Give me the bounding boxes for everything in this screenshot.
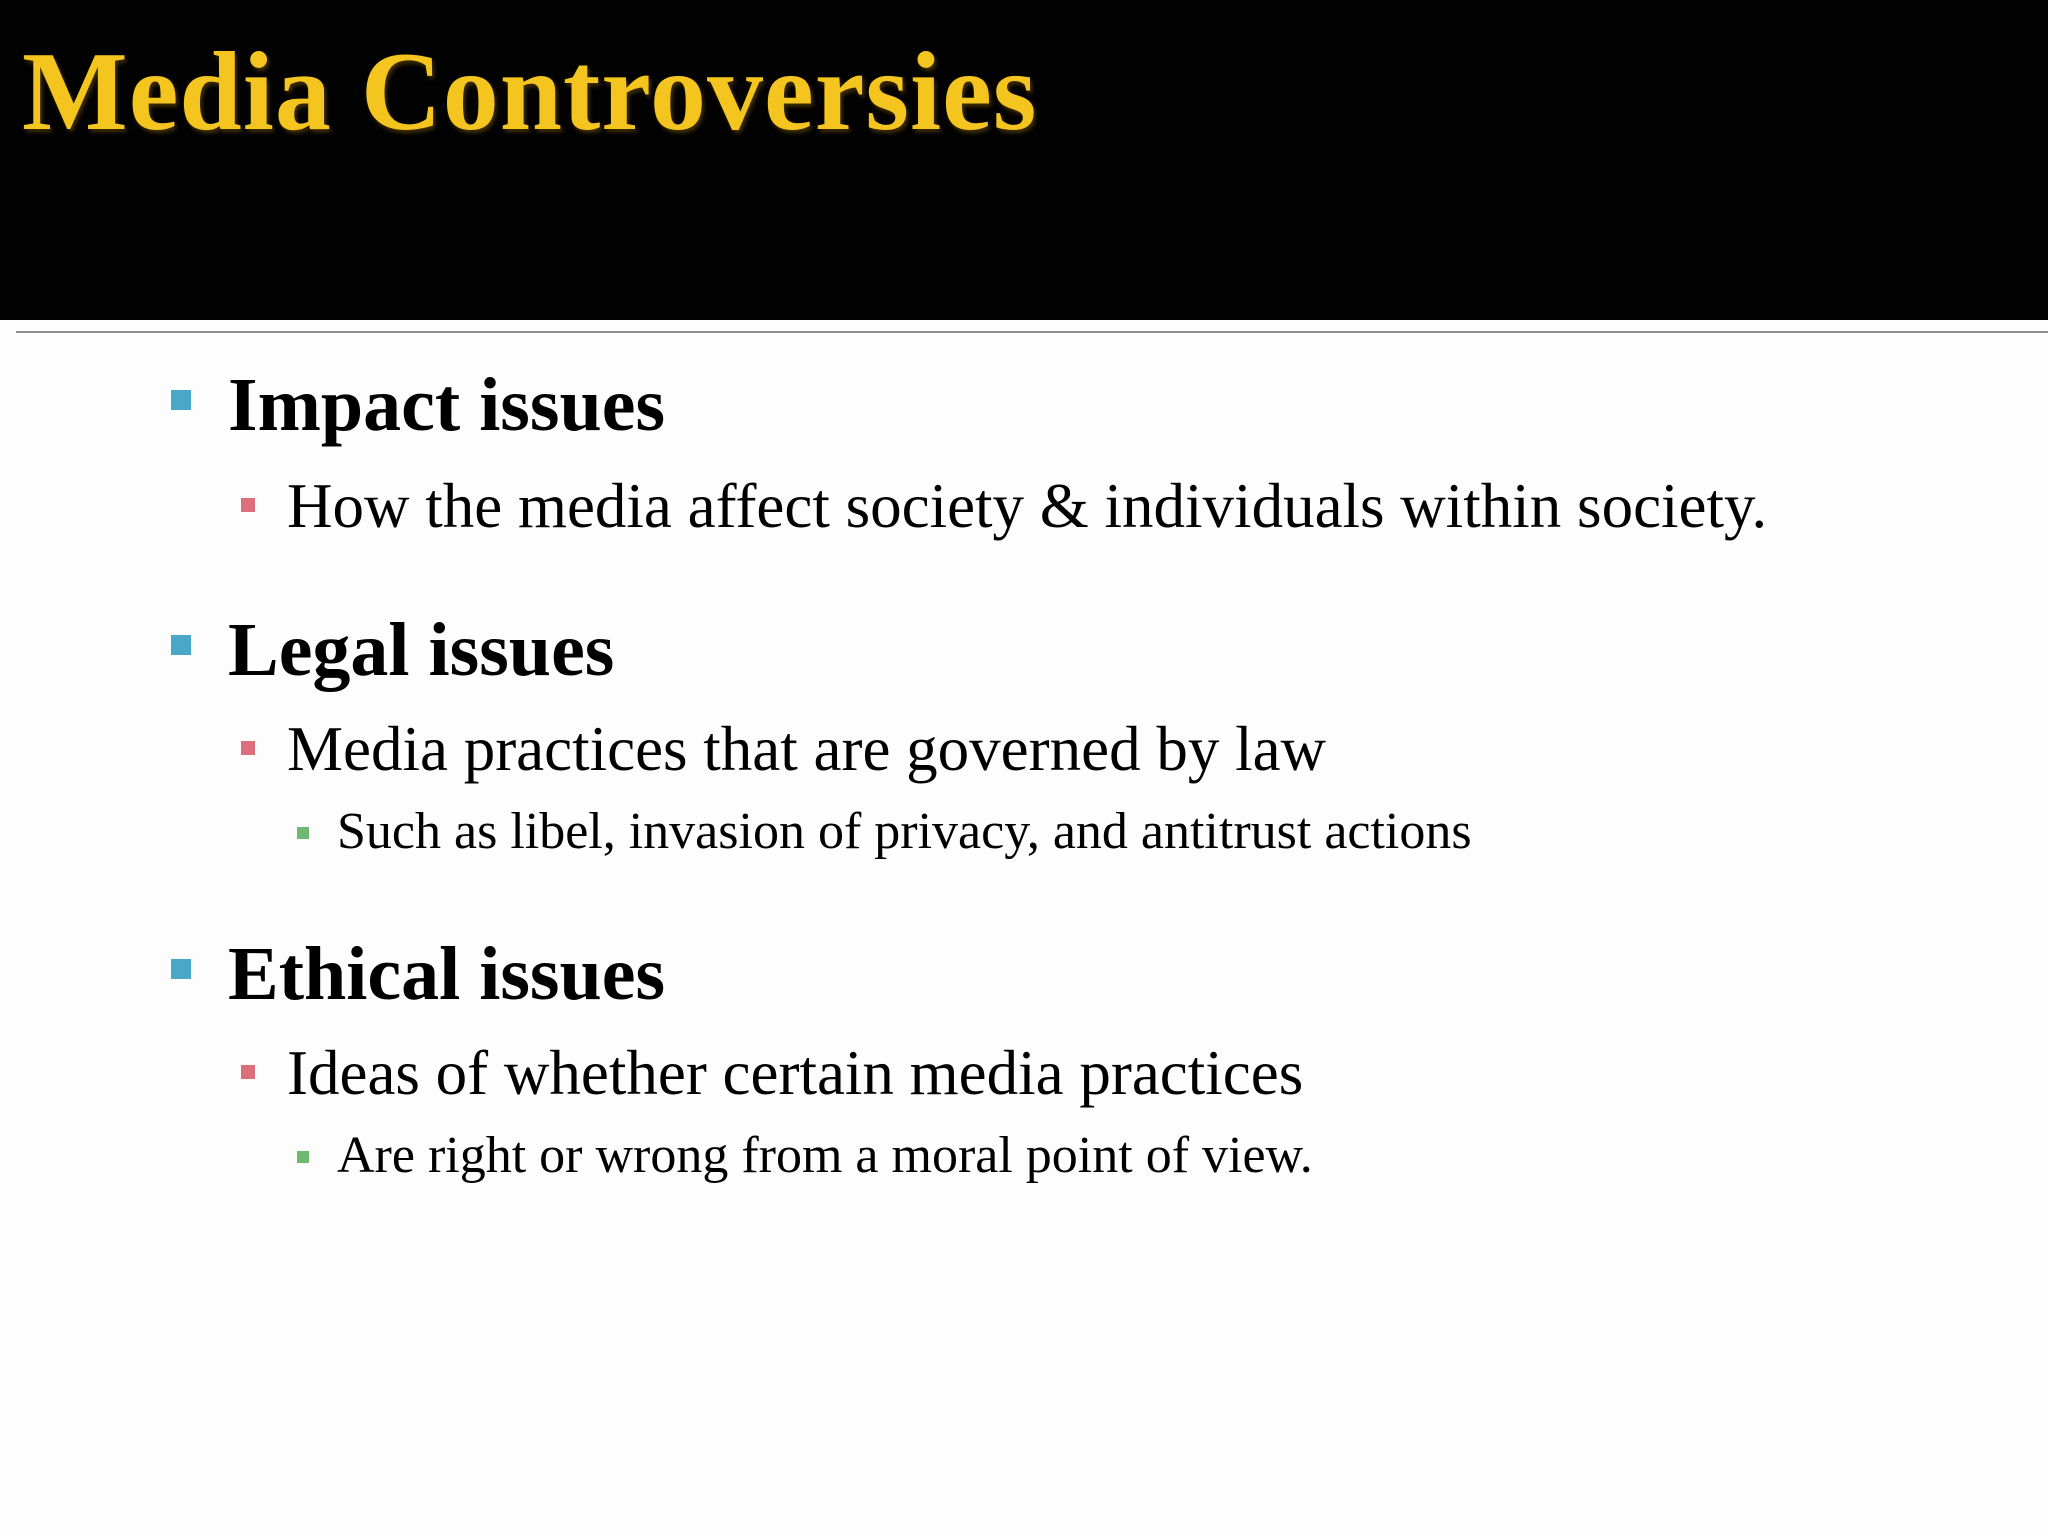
point-text: Ideas of whether certain media practices [287,1038,1304,1108]
section-heading-text: Impact issues [228,363,666,447]
slide-title: Media Controversies [22,30,1038,154]
square-bullet-icon [297,827,309,839]
section-heading-text: Ethical issues [228,932,666,1016]
subpoint-text: Such as libel, invasion of privacy, and antitrust actions [337,803,1472,860]
section-heading-text: Legal issues [228,608,615,692]
point-impact-1 [287,468,1767,544]
square-bullet-icon [171,390,191,410]
section-heading-impact [228,360,665,450]
point-ethical-1 [287,1035,1303,1111]
square-bullet-icon [171,635,191,655]
point-text: How the media affect society & individuals within society. [287,471,1768,541]
subpoint-ethical-1 [337,1124,1313,1188]
square-bullet-icon [241,498,255,512]
square-bullet-icon [297,1151,309,1163]
section-heading-ethical [228,929,665,1019]
point-legal-1 [287,711,1326,787]
square-bullet-icon [171,959,191,979]
square-bullet-icon [241,1065,255,1079]
subpoint-text: Are right or wrong from a moral point of view. [337,1127,1313,1184]
point-text: Media practices that are governed by law [287,714,1327,784]
square-bullet-icon [241,741,255,755]
section-heading-legal [228,605,614,695]
subpoint-legal-1 [337,800,1472,864]
